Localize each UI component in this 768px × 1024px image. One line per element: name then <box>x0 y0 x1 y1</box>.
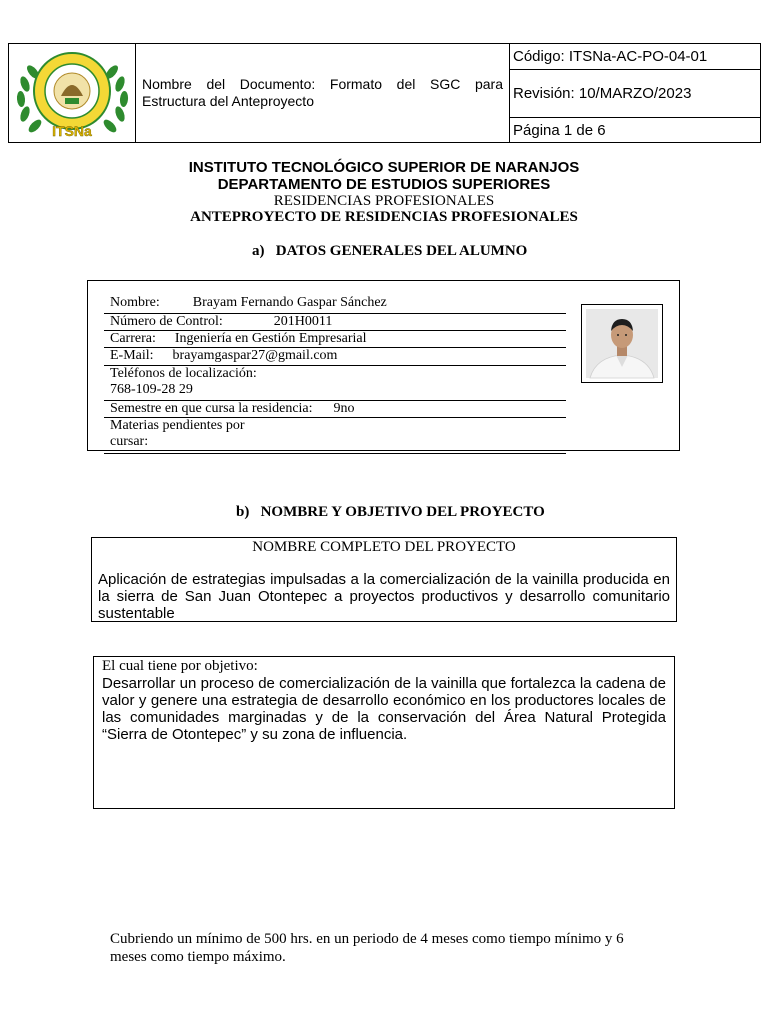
footer-note: Cubriendo un mínimo de 500 hrs. en un periodo de 4 meses como tiempo mínimo y 6 meses como tiempo máximo. <box>110 931 624 965</box>
career-row <box>104 331 566 348</box>
semester-label: Semestre en que cursa la residencia: <box>110 401 313 416</box>
project-name-heading: NOMBRE COMPLETO DEL PROYECTO <box>252 539 516 555</box>
itsna-logo <box>9 44 136 142</box>
institute-title: INSTITUTO TECNOLÓGICO SUPERIOR DE NARANJOS <box>188 159 580 176</box>
career-value: Ingeniería en Gestión Empresarial <box>174 331 367 346</box>
email-label: E-Mail: <box>110 348 154 363</box>
email-value: brayamgaspar27@gmail.com <box>172 348 338 363</box>
phone-row <box>104 366 566 401</box>
pending-subjects-row <box>104 418 566 454</box>
semester-row <box>104 401 566 418</box>
document-code: Código: ITSNa-AC-PO-04-01 <box>510 44 761 70</box>
name-row <box>104 295 566 314</box>
objective-text: Desarrollar un proceso de comercialización de la vainilla que fortalezca la cadena de valor y genere una estrategia de desarrollo económico en los productores locales de las comunidades marginadas y de la conservación del Área Natural Protegida “Sierra de Otontepec” y su zona de influencia. <box>102 675 666 743</box>
svg-text:ITSNa: ITSNa <box>52 123 92 139</box>
section-a-title: a) DATOS GENERALES DEL ALUMNO <box>252 243 528 259</box>
control-value: 201H0011 <box>273 314 333 329</box>
project-name-text: Aplicación de estrategias impulsadas a la comercialización de la vainilla producida en la sierra de San Juan Otontepec a proyectos productivos y desarrollo comunitario sustentable <box>98 571 670 622</box>
logo-cell <box>9 44 136 142</box>
section-b-title: b) NOMBRE Y OBJETIVO DEL PROYECTO <box>236 504 545 520</box>
pending-subjects-label-cont: cursar: <box>110 434 149 449</box>
objective-label: El cual tiene por objetivo: <box>102 658 258 674</box>
phone-value: 768-109-28 29 <box>110 382 193 397</box>
name-label: Nombre: <box>110 295 160 310</box>
semester-value: 9no <box>333 401 355 416</box>
anteproyecto-title: ANTEPROYECTO DE RESIDENCIAS PROFESIONALES <box>190 209 578 225</box>
name-value: Brayam Fernando Gaspar Sánchez <box>192 295 387 310</box>
phone-label: Teléfonos de localización: <box>110 366 257 381</box>
career-label: Carrera: <box>110 331 156 346</box>
document-header <box>8 43 761 143</box>
control-row <box>104 314 566 331</box>
department-title: DEPARTAMENTO DE ESTUDIOS SUPERIORES <box>217 176 551 193</box>
student-data-box <box>87 280 680 451</box>
document-meta <box>510 44 761 142</box>
student-photo <box>582 305 662 382</box>
project-name-box <box>91 537 677 622</box>
project-objective-box <box>93 656 675 809</box>
email-row <box>104 348 566 366</box>
document-name: Nombre del Documento: Formato del SGC para Estructura del Anteproyecto <box>136 44 510 142</box>
document-revision: Revisión: 10/MARZO/2023 <box>510 70 761 118</box>
pending-subjects-label: Materias pendientes por <box>110 418 245 433</box>
control-label: Número de Control: <box>110 314 223 329</box>
residencies-title: RESIDENCIAS PROFESIONALES <box>273 193 495 209</box>
student-photo-frame <box>581 304 663 383</box>
page-indicator: Página 1 de 6 <box>513 121 606 139</box>
